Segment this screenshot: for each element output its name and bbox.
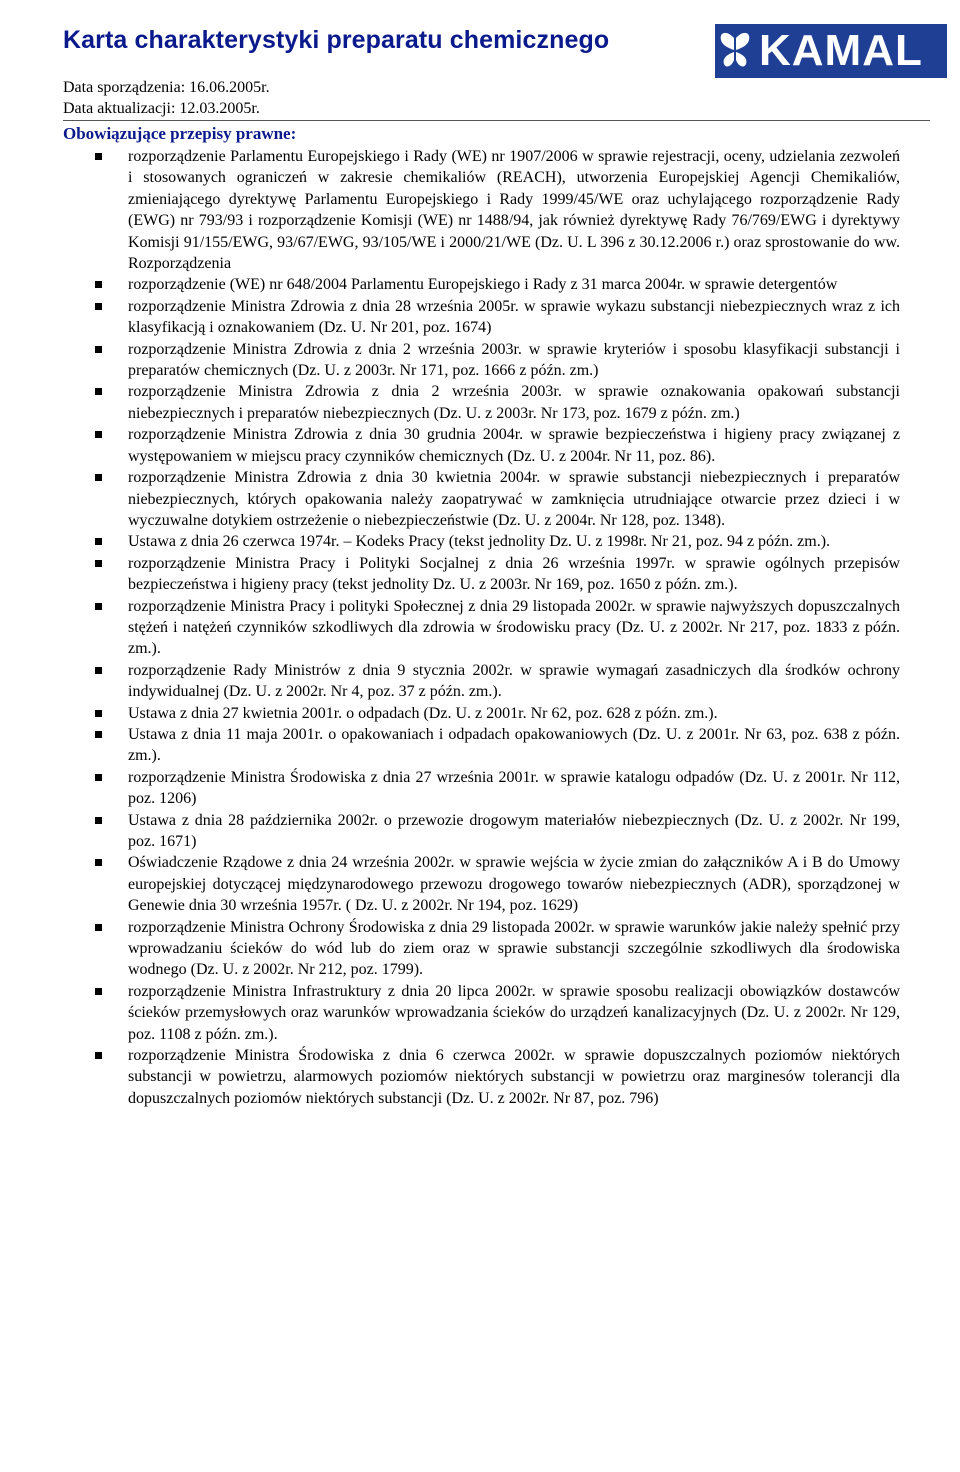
list-item: [95, 424, 900, 467]
regulations-list: [95, 146, 900, 1109]
butterfly-icon: [715, 24, 755, 78]
list-item: [95, 146, 900, 274]
square-bullet-icon: [95, 303, 102, 310]
list-item: [95, 296, 900, 339]
square-bullet-icon: [95, 431, 102, 438]
header-divider: [63, 120, 930, 121]
date-updated: Data aktualizacji: 12.03.2005r.: [63, 100, 260, 117]
square-bullet-icon: [95, 667, 102, 674]
list-item-text: Ustawa z dnia 26 czerwca 1974r. – Kodeks Pracy (tekst jednolity Dz. U. z 1998r. Nr 21, poz. 94 z późn. zm.).: [128, 533, 831, 551]
section-title: Obowiązujące przepisy prawne:: [63, 124, 297, 143]
list-item: [95, 810, 900, 853]
list-item-text: Oświadczenie Rządowe z dnia 24 września 2002r. w sprawie wejścia w życie zmian do załączników A i B do Umowy europejskiej dotyczącej międzynarodowego przewozu drogowego towarów niebezpiecznych (ADR), sporządzonej w Genewie dnia 30 września 1957r. ( Dz. U. z 2002r. Nr 194, poz. 1629): [128, 854, 900, 915]
list-item-text: rozporządzenie Ministra Zdrowia z dnia 30 kwietnia 2004r. w sprawie substancji niebezpiecznych i preparatów niebezpiecznych, których opakowania należy zaopatrywać w zamknięcia utrudniające otwarcie przez dzieci i w wyczuwalne dotykiem ostrzeżenie o niebezpieczeństwie (Dz. U. z 2004r. Nr 128, poz. 1348).: [128, 469, 900, 529]
list-item: [95, 1045, 900, 1109]
square-bullet-icon: [95, 153, 102, 160]
list-item: [95, 531, 900, 552]
list-item: [95, 724, 900, 767]
list-item-text: rozporządzenie Ministra Infrastruktury z dnia 20 lipca 2002r. w sprawie sposobu realizacji obowiązków dostawców ścieków przemysłowych oraz warunków wprowadzania ścieków do urządzeń kanalizacyjnych (Dz. U. z 2002r. Nr 129, poz. 1108 z późn. zm.).: [128, 982, 900, 1043]
list-item-text: Ustawa z dnia 28 października 2002r. o przewozie drogowym materiałów niebezpiecznych (Dz. U. z 2002r. Nr 199, poz. 1671): [128, 811, 900, 850]
list-item: [95, 917, 900, 981]
square-bullet-icon: [95, 774, 102, 781]
list-item-text: rozporządzenie Parlamentu Europejskiego i Rady (WE) nr 1907/2006 w sprawie rejestracji, oceny, udzielania zezwoleń i stosowanych ograniczeń w zakresie chemikaliów (REACH), utworzenia Europejskiej Agencji Chemikaliów, zmieniającego dyrektywę Parlamentu Europejskiego i Rady 1999/45/WE oraz uchylającego rozporządzenie Rady (EWG) nr 793/93 i rozporządzenie Komisji (WE) nr 1488/94, jak również dyrektywę Rady 76/769/EWG i dyrektywy Komisji 91/155/EWG, 93/67/EWG, 93/105/WE i 2000/21/WE (Dz. U. L 396 z 30.12.2006 r.) oraz sprostowanie do ww. Rozporządzenia: [128, 148, 900, 273]
list-item-text: Ustawa z dnia 11 maja 2001r. o opakowaniach i odpadach opakowaniowych (Dz. U. z 2001r. Nr 63, poz. 638 z późn. zm.).: [128, 725, 900, 765]
list-item-text: rozporządzenie Ministra Środowiska z dnia 6 czerwca 2002r. w sprawie dopuszczalnych poziomów niektórych substancji w powietrzu, alarmowych poziomów niektórych substancji w powietrzu oraz marginesów tolerancji dla dopuszczalnych poziomów niektórych substancji (Dz. U. z 2002r. Nr 87, poz. 796): [128, 1047, 900, 1107]
list-item: [95, 553, 900, 596]
list-item-text: rozporządzenie Ministra Zdrowia z dnia 28 września 2005r. w sprawie wykazu substancji niebezpiecznych wraz z ich klasyfikacją i oznakowaniem (Dz. U. Nr 201, poz. 1674): [128, 297, 900, 337]
square-bullet-icon: [95, 560, 102, 567]
square-bullet-icon: [95, 603, 102, 610]
square-bullet-icon: [95, 346, 102, 353]
square-bullet-icon: [95, 1052, 102, 1059]
list-item-text: rozporządzenie (WE) nr 648/2004 Parlamentu Europejskiego i Rady z 31 marca 2004r. w sprawie detergentów: [128, 276, 838, 294]
square-bullet-icon: [95, 924, 102, 931]
square-bullet-icon: [95, 710, 102, 717]
square-bullet-icon: [95, 817, 102, 824]
list-item: [95, 596, 900, 660]
square-bullet-icon: [95, 731, 102, 738]
square-bullet-icon: [95, 474, 102, 481]
list-item-text: rozporządzenie Ministra Pracy i polityki Społecznej z dnia 29 listopada 2002r. w sprawie najwyższych dopuszczalnych stężeń i natężeń czynników szkodliwych dla zdrowia w środowisku pracy (Dz. U. z 2002r. Nr 217, poz. 1833 z późn. zm.).: [128, 597, 900, 658]
list-item-text: rozporządzenie Ministra Zdrowia z dnia 2 września 2003r. w sprawie kryteriów i sposobu klasyfikacji substancji i preparatów chemicznych (Dz. U. z 2003r. Nr 171, poz. 1666 z późn. zm.): [128, 340, 900, 380]
list-item: [95, 767, 900, 810]
list-item-text: rozporządzenie Ministra Ochrony Środowiska z dnia 29 listopada 2002r. w sprawie warunków jakie należy spełnić przy wprowadzaniu ścieków do wód lub do ziem oraz w sprawie substancji szczególnie szkodliwych dla środowiska wodnego (Dz. U. z 2002r. Nr 212, poz. 1799).: [128, 918, 900, 979]
square-bullet-icon: [95, 281, 102, 288]
square-bullet-icon: [95, 538, 102, 545]
square-bullet-icon: [95, 859, 102, 866]
list-item-text: Ustawa z dnia 27 kwietnia 2001r. o odpadach (Dz. U. z 2001r. Nr 62, poz. 628 z późn. zm.).: [128, 704, 718, 722]
document-title: Karta charakterystyki preparatu chemicznego: [63, 26, 610, 54]
list-item-text: rozporządzenie Ministra Środowiska z dnia 27 września 2001r. w sprawie katalogu odpadów (Dz. U. z 2001r. Nr 112, poz. 1206): [128, 768, 900, 808]
company-logo: [715, 24, 947, 78]
list-item: [95, 852, 900, 916]
list-item: [95, 660, 900, 703]
logo-wordmark: KAMAL: [759, 26, 923, 75]
list-item: [95, 981, 900, 1045]
list-item-text: rozporządzenie Ministra Zdrowia z dnia 30 grudnia 2004r. w sprawie bezpieczeństwa i higieny pracy związanej z występowaniem w miejscu pracy czynników chemicznych (Dz. U. z 2004r. Nr 11, poz. 86).: [128, 426, 900, 465]
list-item-text: rozporządzenie Ministra Pracy i Polityki Socjalnej z dnia 26 września 1997r. w sprawie ogólnych przepisów bezpieczeństwa i higieny pracy (tekst jednolity Dz. U. z 2003r. Nr 169, poz. 1650 z późn. zm.).: [128, 554, 900, 594]
square-bullet-icon: [95, 388, 102, 395]
list-item-text: rozporządzenie Rady Ministrów z dnia 9 stycznia 2002r. w sprawie wymagań zasadniczych dla środków ochrony indywidualnej (Dz. U. z 2002r. Nr 4, poz. 37 z późn. zm.).: [128, 661, 900, 701]
document-dates: [63, 77, 270, 119]
list-item-text: rozporządzenie Ministra Zdrowia z dnia 2 września 2003r. w sprawie oznakowania opakowań substancji niebezpiecznych i preparatów niebezpiecznych (Dz. U. z 2003r. Nr 173, poz. 1679 z późn. zm.): [128, 383, 900, 422]
list-item: [95, 467, 900, 531]
square-bullet-icon: [95, 988, 102, 995]
list-item: [95, 703, 900, 724]
list-item: [95, 339, 900, 382]
date-created: Data sporządzenia: 16.06.2005r.: [63, 79, 270, 96]
list-item: [95, 381, 900, 424]
list-item: [95, 274, 900, 295]
